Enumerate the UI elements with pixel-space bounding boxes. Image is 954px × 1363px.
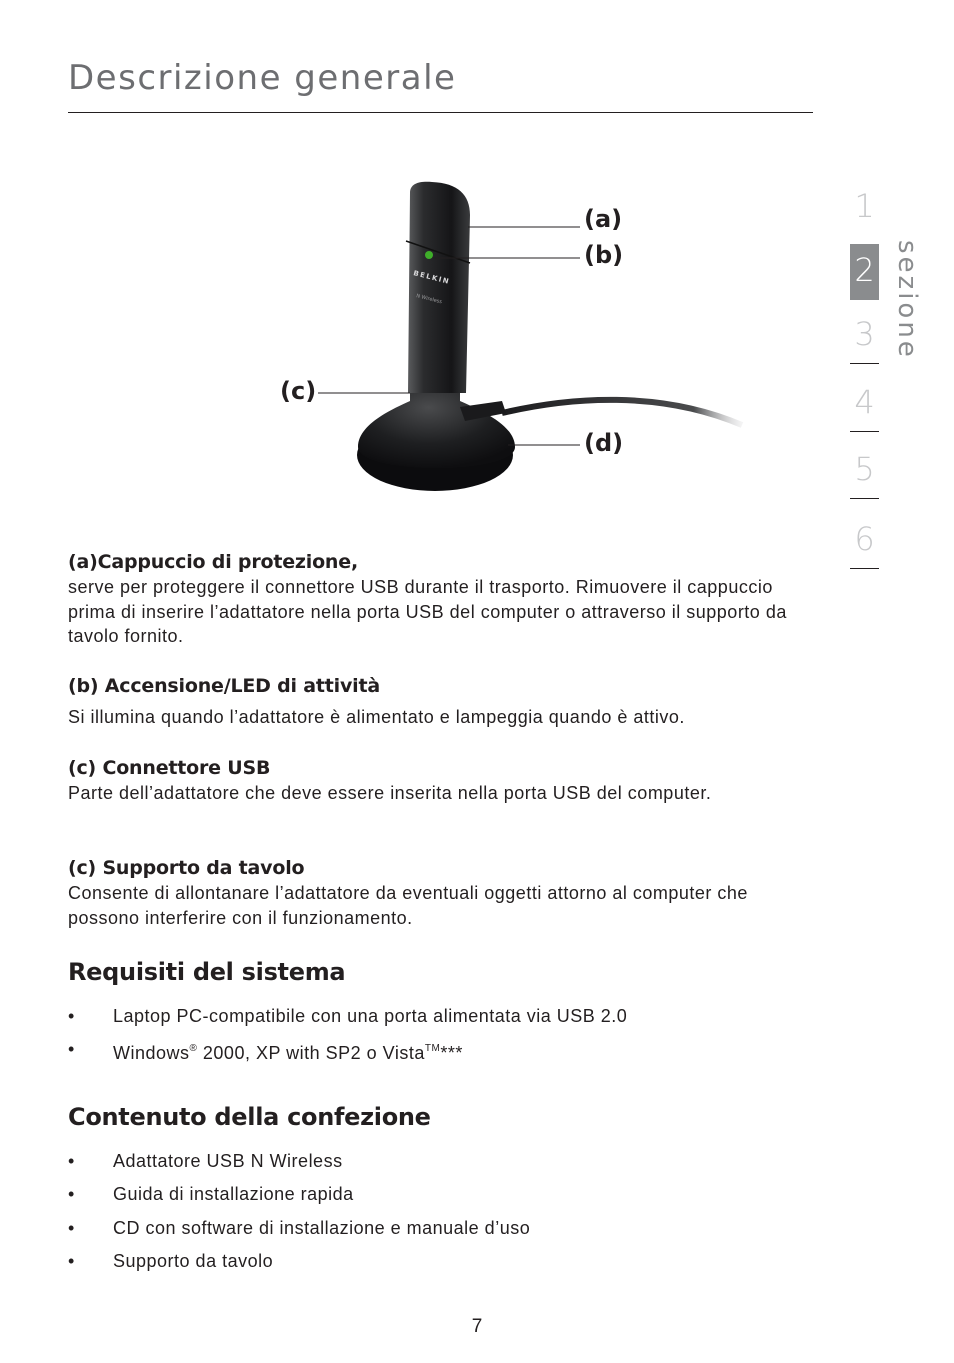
list-item xyxy=(68,1037,813,1070)
stand-base-shape xyxy=(358,382,515,468)
footnote-mark: *** xyxy=(440,1043,463,1064)
part-b-text: Si illumina quando l’adattatore è alimentato e lampeggia quando è attivo. xyxy=(68,707,685,727)
section-nav-item-1[interactable]: 1 xyxy=(854,187,875,225)
part-b-heading: (b) Accensione/LED di attività xyxy=(68,675,380,697)
list-item xyxy=(68,1004,813,1037)
list-item xyxy=(68,1249,813,1282)
list-item xyxy=(68,1149,813,1182)
bullet-icon: • xyxy=(68,1006,75,1026)
adapter-body-shape xyxy=(408,182,470,393)
contents-heading: Contenuto della confezione xyxy=(68,1103,431,1131)
list-item xyxy=(68,1182,813,1215)
bullet-icon: • xyxy=(68,1184,75,1205)
part-c-block xyxy=(68,755,813,806)
section-nav-item-3[interactable]: 3 xyxy=(850,308,879,364)
contents-list xyxy=(68,1149,813,1282)
requirement-text xyxy=(113,1037,463,1065)
usb-adapter-illustration xyxy=(270,175,750,505)
part-d-text: Consente di allontanare l’adattatore da eventuali oggetti attorno al computer che possono interferire con il funzionamento. xyxy=(68,883,748,928)
contents-item-text: Adattatore USB N Wireless xyxy=(113,1151,343,1171)
bullet-icon: • xyxy=(68,1151,75,1171)
part-c-heading: (c) Connettore USB xyxy=(68,757,271,779)
page-title: Descrizione generale xyxy=(68,58,457,98)
requirement-text: Laptop PC-compatibile con una porta alimentata via USB 2.0 xyxy=(113,1006,628,1026)
part-d-block xyxy=(68,855,813,930)
contents-item-text: Supporto da tavolo xyxy=(113,1250,274,1271)
contents-item-text: CD con software di installazione e manuale d’uso xyxy=(113,1217,531,1238)
part-a-block xyxy=(68,549,813,649)
contents-item-text: Guida di installazione rapida xyxy=(113,1184,354,1205)
brand-text: BELKIN xyxy=(412,269,451,287)
callout-label-b: (b) xyxy=(584,241,624,269)
part-a-text: serve per proteggere il connettore USB durante il trasporto. Rimuovere il cappuccio prima di inserire l’adattatore nella porta USB del computer o attraverso il supporto da tavolo fornito. xyxy=(68,577,787,646)
callout-label-a: (a) xyxy=(584,205,623,233)
section-nav-item-6[interactable]: 6 xyxy=(850,513,879,569)
section-nav-item-4[interactable]: 4 xyxy=(850,376,879,432)
list-item xyxy=(68,1216,813,1249)
part-b-block xyxy=(68,673,813,730)
section-nav-item-2[interactable]: 2 xyxy=(850,244,879,300)
part-c-text: Parte dell’adattatore che deve essere inserita nella porta USB del computer. xyxy=(68,783,712,803)
section-nav-item-5[interactable]: 5 xyxy=(850,443,879,499)
requirements-heading: Requisiti del sistema xyxy=(68,958,346,986)
trademark-mark: TM xyxy=(424,1043,441,1055)
led-shape xyxy=(425,251,433,259)
os-versions-text: 2000, XP with SP2 o Vista xyxy=(197,1043,425,1064)
part-a-heading: (a)Cappuccio di protezione, xyxy=(68,551,358,573)
os-text: Windows xyxy=(113,1043,190,1064)
bullet-icon: • xyxy=(68,1039,75,1060)
cable-shape xyxy=(502,400,742,425)
bullet-icon: • xyxy=(68,1217,75,1238)
requirements-list xyxy=(68,1004,813,1071)
section-word: sezione xyxy=(892,240,922,360)
callout-label-c: (c) xyxy=(280,377,317,405)
bullet-icon: • xyxy=(68,1250,75,1271)
registered-mark: ® xyxy=(189,1043,198,1055)
product-figure xyxy=(270,175,750,505)
part-d-heading: (c) Supporto da tavolo xyxy=(68,857,305,879)
page-number: 7 xyxy=(471,1316,483,1337)
title-rule xyxy=(68,112,813,113)
callout-label-d: (d) xyxy=(584,429,624,457)
product-text: N Wireless xyxy=(415,293,443,306)
